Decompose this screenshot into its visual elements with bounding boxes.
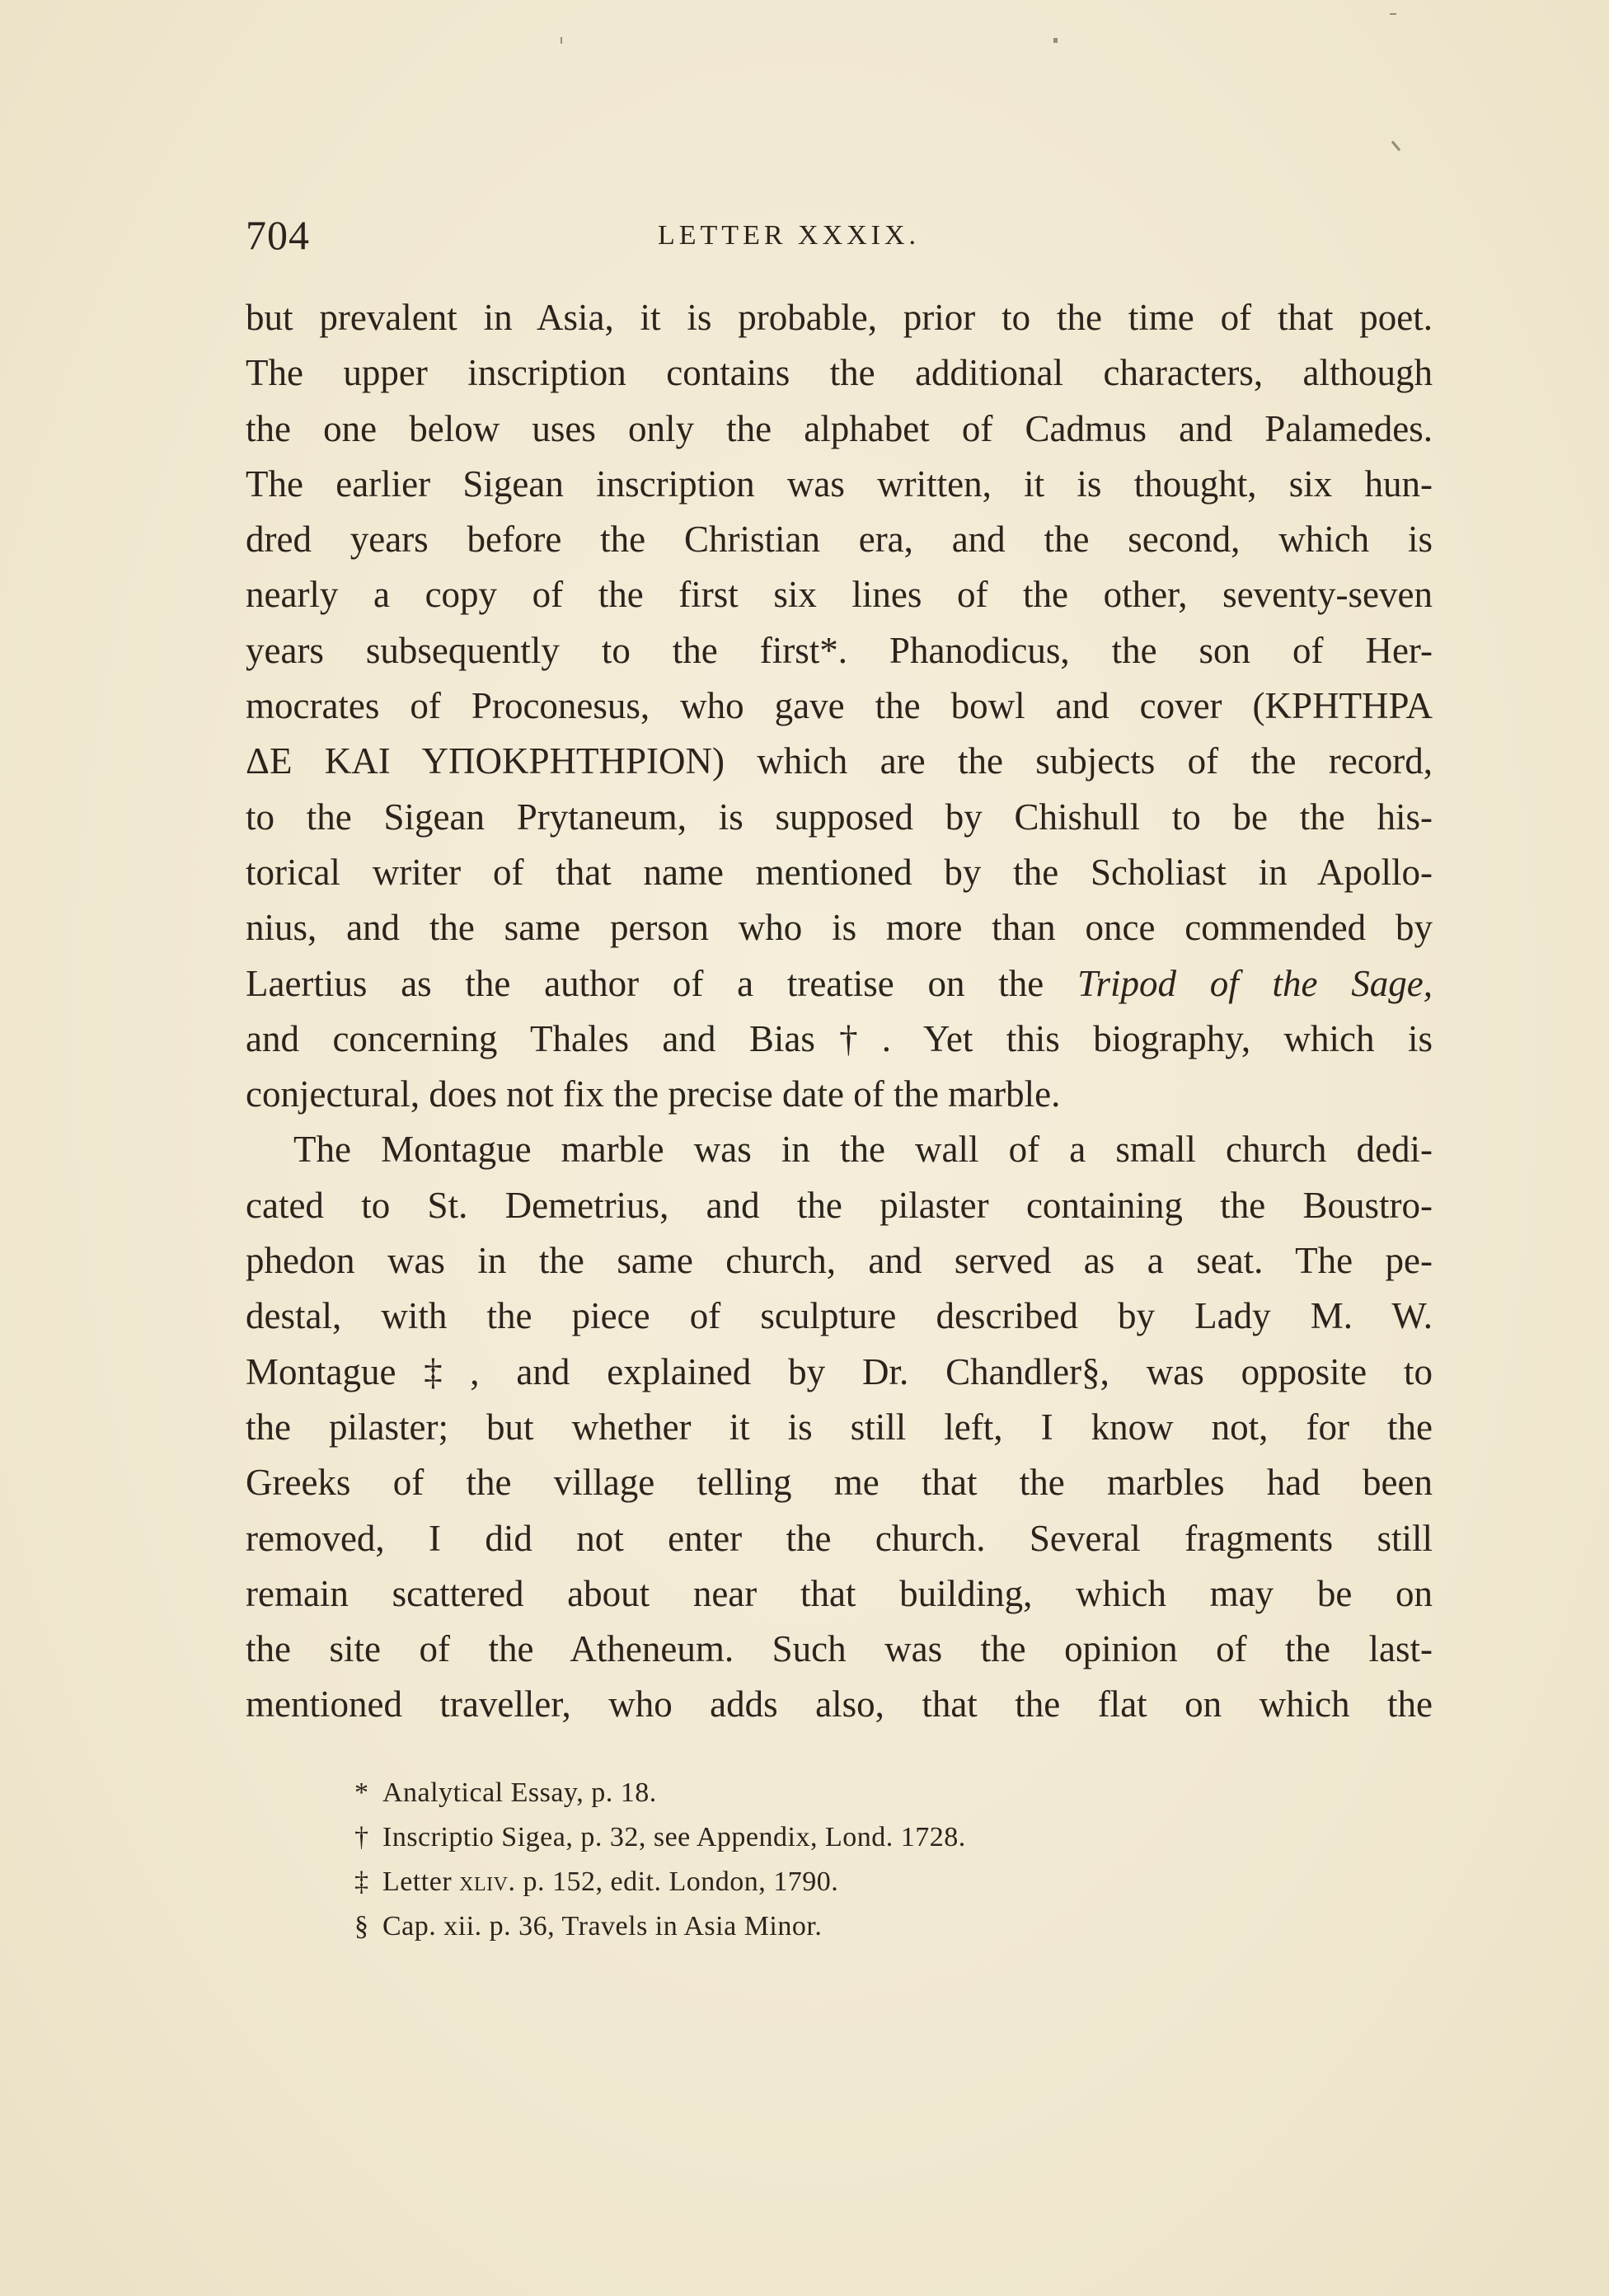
footnote-text: . p. 152, edit. London, 1790. xyxy=(508,1866,839,1897)
footnote-text: Analytical Essay, p. 18. xyxy=(382,1777,657,1808)
footnote xyxy=(354,1860,1261,1904)
footnote-text: Letter xyxy=(382,1866,460,1897)
text-line: and concerning Thales and Bias†. Yet this biography, which is xyxy=(246,1017,1433,1059)
text-line: dred years before the Christian era, and the second, which is xyxy=(246,519,1433,561)
footnote-symbol: † xyxy=(354,1822,369,1852)
text-line: years subsequently to the first*. Phanodicus, the son of Her- xyxy=(246,629,1433,671)
text-line: nius, and the same person who is more than once commended by xyxy=(246,907,1433,949)
text-run: Laertius as the author of a treatise on the xyxy=(246,962,1077,1004)
text-line: the pilaster; but whether it is still left, I know not, for the xyxy=(246,1406,1433,1448)
text-line: removed, I did not enter the church. Several fragments still xyxy=(246,1517,1433,1559)
text-line: The upper inscription contains the additional characters, although xyxy=(246,352,1433,394)
text-line: The Montague marble was in the wall of a small church dedi- xyxy=(293,1129,1433,1171)
text-line: the one below uses only the alphabet of Cadmus and Palamedes. xyxy=(246,407,1433,449)
text-line xyxy=(246,956,1433,1012)
text-line: conjectural, does not fix the precise date of the marble. xyxy=(246,1073,1061,1115)
text-line: The earlier Sigean inscription was written, it is thought, six hun- xyxy=(246,462,1433,505)
text-line: nearly a copy of the first six lines of the other, seventy-seven xyxy=(246,574,1433,616)
text-line: Greeks of the village telling me that the marbles had been xyxy=(246,1462,1433,1504)
running-head: LETTER XXXIX. xyxy=(658,220,921,251)
body-text xyxy=(246,290,1433,1733)
page-number: 704 xyxy=(246,212,310,258)
page-header xyxy=(246,210,1433,268)
text-line: phedon was in the same church, and served as a seat. The pe- xyxy=(246,1240,1433,1282)
footnote xyxy=(354,1904,1261,1949)
footnote-text: Inscriptio Sigea, p. 32, see Appendix, Lond. 1728. xyxy=(382,1822,966,1852)
text-line: but prevalent in Asia, it is probable, prior to the time of that poet. xyxy=(246,297,1433,338)
text-line: remain scattered about near that building, which may be on xyxy=(246,1572,1433,1614)
footnote xyxy=(354,1771,1261,1815)
footnote-symbol: * xyxy=(354,1777,369,1808)
page-speck xyxy=(1053,38,1058,43)
text-line: cated to St. Demetrius, and the pilaster containing the Boustro- xyxy=(246,1184,1433,1226)
text-line: the site of the Atheneum. Such was the opinion of the last- xyxy=(246,1628,1433,1670)
text-line: destal, with the piece of sculpture described by Lady M. W. xyxy=(246,1295,1433,1337)
page-speck xyxy=(1391,141,1400,152)
footnote-text-smallcaps: xliv xyxy=(459,1866,509,1897)
italic-title: Tripod of the Sage, xyxy=(1077,962,1433,1004)
text-line: mentioned traveller, who adds also, that the flat on which the xyxy=(246,1683,1433,1726)
footnote-symbol: § xyxy=(354,1911,369,1942)
footnote-text: Cap. xii. p. 36, Travels in Asia Minor. xyxy=(382,1911,823,1942)
text-line: ΔΕ ΚΑΙ ΥΠΟΚΡΗΤΗΡΙΟΝ) which are the subjects of the record, xyxy=(246,740,1433,782)
footnotes xyxy=(354,1771,1261,1949)
text-line: Montague‡, and explained by Dr. Chandler§, was opposite to xyxy=(246,1350,1433,1392)
text-line: torical writer of that name mentioned by the Scholiast in Apollo- xyxy=(246,851,1433,893)
text-line: mocrates of Proconesus, who gave the bowl and cover (ΚΡΗΤΗΡΑ xyxy=(246,685,1433,727)
page-speck xyxy=(561,37,562,44)
text-line: to the Sigean Prytaneum, is supposed by Chishull to be the his- xyxy=(246,796,1433,838)
footnote xyxy=(354,1815,1261,1860)
footnote-symbol: ‡ xyxy=(354,1866,369,1897)
page-speck xyxy=(1390,13,1396,15)
